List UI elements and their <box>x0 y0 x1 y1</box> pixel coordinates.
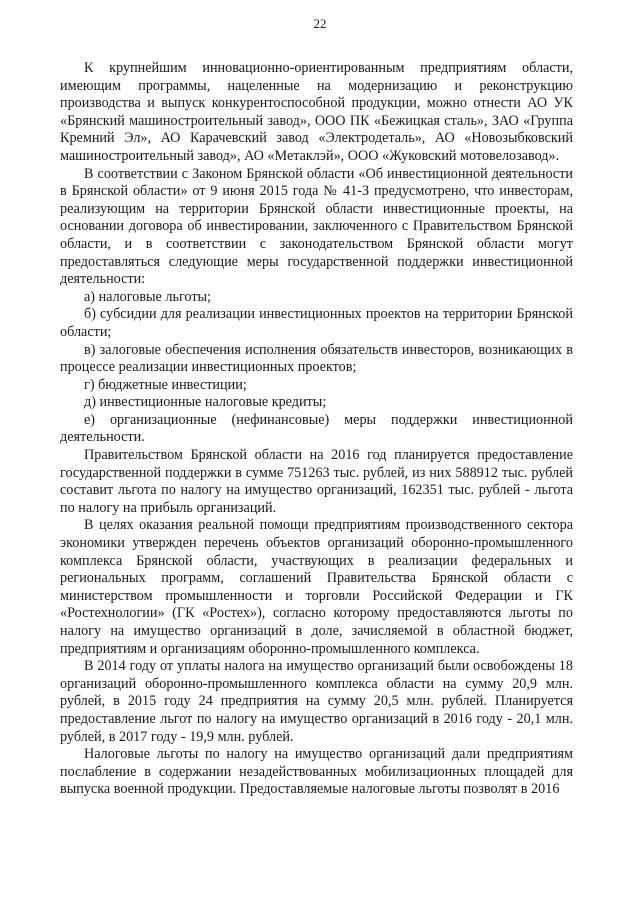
document-body <box>60 60 573 799</box>
paragraph-defense-complex: В целях оказания реальной помощи предприятиям производственного сектора экономики утвержден перечень объектов организаций оборонно-промышленного комплекса Брянской области, участвующих в реализации федеральных и региональных программ, соглашений Правительства Брянской области с министерством промышленности и торговли Российской Федерации и ГК «Ростехнологии» (ГК «Ростех»), согласно которому предоставляются льготы по налогу на имущество организаций в доле, зачисляемой в областной бюджет, предприятиям и организациям оборонно-промышленного комплекса. <box>60 517 573 657</box>
list-item-tax-benefits: а) налоговые льготы; <box>84 288 211 305</box>
paragraph-investment-law: В соответствии с Законом Брянской области «Об инвестиционной деятельности в Брянской области» от 9 июня 2015 года № 41-З предусмотрено, что инвесторам, реализующим на территории Брянской области инвестиционные проекты, на основании договора об инвестировании, заключенного с Правительством Брянской области, и в соответствии с законодательством Брянской области могут предоставляться следующие меры государственной поддержки инвестиционной деятельности: <box>60 165 573 288</box>
list-item-tax-credits: д) инвестиционные налоговые кредиты; <box>84 394 327 411</box>
list-item-subsidies: б) субсидии для реализации инвестиционных проектов на территории Брянской области; <box>60 306 573 340</box>
paragraph-innovative-enterprises: К крупнейшим инновационно-ориентированным предприятиям области, имеющим программы, нацеленные на модернизацию и реконструкцию производства и выпуск конкурентоспособной продукции, можно отнести АО УК «Брянский машиностроительный завод», ООО ПК «Бежицкая сталь», ЗАО «Группа Кремний Эл», АО Карачевский завод «Электродеталь», АО «Новозыбковский машиностроительный завод», АО «Метаклэй», ООО «Жуковский мотовелозавод». <box>60 60 573 164</box>
page-number: 22 <box>313 16 327 31</box>
paragraph-state-support-2016: Правительством Брянской области на 2016 год планируется предоставление государственной поддержки в сумме 751263 тыс. рублей, из них 588912 тыс. рублей составит льгота по налогу на имущество организаций, 162351 тыс. рублей - льгота по налогу на прибыль организаций. <box>60 447 573 516</box>
paragraph-tax-relief-effect: Налоговые льготы по налогу на имущество организаций дали предприятиям послабление в содержании незадействованных мобилизационных площадей для выпуска военной продукции. Предоставляемые налоговые льготы позволят в 2016 <box>60 746 573 798</box>
list-item-budget-investments: г) бюджетные инвестиции; <box>84 376 247 393</box>
paragraph-tax-exemptions: В 2014 году от уплаты налога на имущество организаций были освобождены 18 организаций оборонно-промышленного комплекса области на сумму 20,9 млн. рублей, в 2015 году 24 предприятия на сумму 20,5 млн. рублей. Планируется предоставление льгот по налогу на имущество организаций в 2016 году - 20,1 млн. рублей, в 2017 году - 19,9 млн. рублей. <box>60 658 573 745</box>
list-item-collateral: в) залоговые обеспечения исполнения обязательств инвесторов, возникающих в процессе реализации инвестиционных проектов; <box>60 341 573 376</box>
list-item-organizational-measures: е) организационные (нефинансовые) меры поддержки инвестиционной деятельности. <box>60 411 573 446</box>
